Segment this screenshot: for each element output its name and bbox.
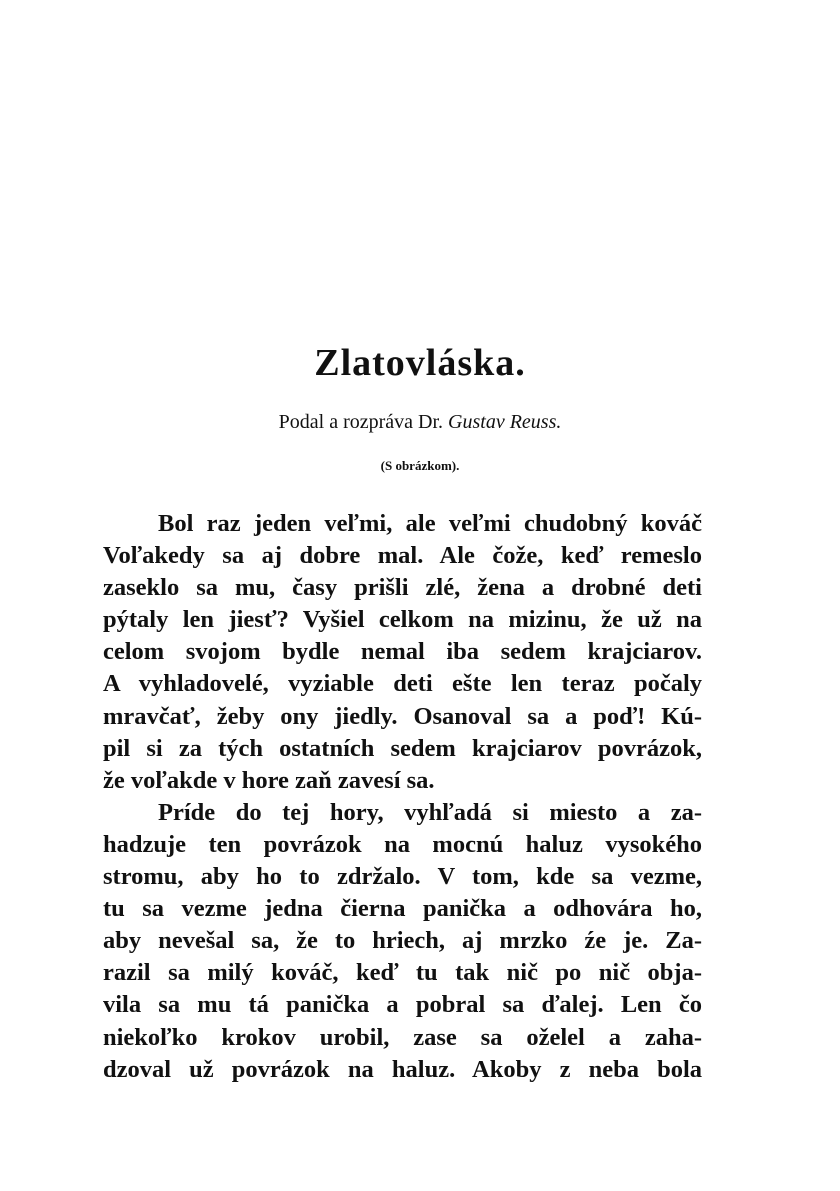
text-line: hadzuje ten povrázok na mocnú haluz vysokého — [103, 830, 702, 858]
text-line: tu sa vezme jedna čierna panička a odhovára ho, — [103, 895, 702, 923]
text-line: pýtaly len jiesť? Vyšiel celkom na mizinu, že už na — [103, 606, 702, 634]
illustration-note: (S obrázkom). — [380, 458, 460, 473]
text-line: stromu, aby ho to zdržalo. V tom, kde sa vezme, — [103, 863, 702, 891]
byline — [0, 409, 840, 435]
text-line: mravčať, žeby ony jiedly. Osanoval sa a poď! Kú- — [103, 702, 702, 730]
story-body — [103, 508, 702, 1086]
text-line: zaseklo sa mu, časy prišli zlé, žena a drobné deti — [103, 574, 702, 602]
text-line: celom svojom bydle nemal iba sedem krajciarov. — [103, 638, 702, 666]
byline-prefix: Podal a rozpráva Dr. — [278, 411, 444, 433]
byline-author: Gustav Reuss. — [448, 411, 562, 433]
text-line: niekoľko krokov urobil, zase sa oželel a zaha- — [103, 1023, 702, 1051]
text-line: razil sa milý kováč, keď tu tak nič po nič obja- — [103, 959, 702, 987]
text-line: vila sa mu tá panička a pobral sa ďalej. Len čo — [103, 991, 702, 1019]
text-line: Bol raz jeden veľmi, ale veľmi chudobný kováč — [158, 510, 702, 537]
text-line: A vyhladovelé, vyziable deti ešte len teraz počaly — [103, 670, 702, 698]
text-line: pil si za tých ostatních sedem krajciarov povrázok, — [103, 734, 702, 762]
story-title: Zlatovláska. — [314, 342, 526, 384]
text-line: Príde do tej hory, vyhľadá si miesto a za- — [158, 798, 702, 826]
text-line: dzoval už povrázok na haluz. Akoby z neba bola — [103, 1055, 702, 1083]
text-line: Voľakedy sa aj dobre mal. Ale čože, keď remeslo — [103, 542, 702, 570]
text-line: že voľakde v hore zaň zavesí sa. — [103, 766, 435, 794]
paragraph-1 — [103, 508, 702, 797]
text-line: aby nevešal sa, že to hriech, aj mrzko źe je. Za- — [103, 927, 702, 955]
paragraph-2 — [103, 797, 702, 1086]
